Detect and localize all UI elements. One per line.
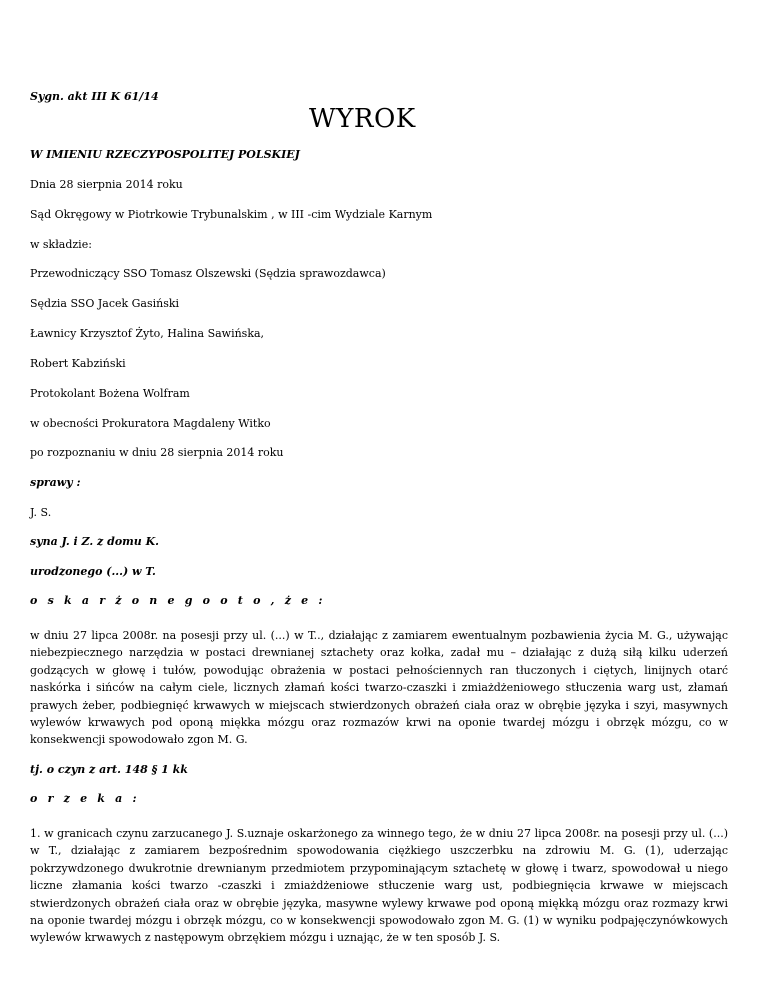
defendant-parents: syna J. i Z. z domu K.	[30, 535, 160, 548]
hearing-line: po rozpoznaniu w dniu 28 sierpnia 2014 roku	[30, 446, 284, 459]
lay-judge-extra: Robert Kabziński	[30, 357, 126, 370]
accused-label: o s k a r ż o n e g o o t o , ż e :	[30, 594, 326, 607]
clerk: Protokolant Bożena Wolfram	[30, 387, 190, 400]
document-title: WYROK	[309, 104, 416, 134]
lay-judges: Ławnicy Krzysztof Żyto, Halina Sawińska,	[30, 327, 265, 340]
presiding-judge: Przewodniczący SSO Tomasz Olszewski (Sędzia sprawozdawca)	[30, 267, 386, 280]
charge-text: w dniu 27 lipca 2008r. na posesji przy ul. (...) w T.., działając z zamiarem ewentualnym pozbawienia życia M. G., używając niebezpiecznego narzędzia w postaci drewnianej sztachety oraz kołka, zadał mu – działając z dużą siłą kilku uderzeń godzących w głowę i tułów, powodując obrażenia w postaci pełnościennych ran tłuczonych i ciętych, linijnych otarć naskórka i sińców na całym ciele, licznych złamań kości twarzo-czaszki i zmiażdżeniowego stłuczenia warg ust, złamań prawych żeber, podbiegnięć krwawych w miejscach stwierdzonych obrażeń ciała oraz w obrębie języka i szyi, masywnych wylewów krwawych pod oponą miękka mózgu oraz rozmazów krwi na oponie twardej mózgu i obrzęk mózgu, co w konsekwencji spowodowało zgon M. G.	[30, 629, 728, 747]
verdict-point-1: 1. w granicach czynu zarzucanego J. S.uznaje oskarżonego za winnego tego, że w dniu 27 lipca 2008r. na posesji przy ul. (...) w T., działając z zamiarem bezpośrednim spowodowania ciężkiego uszczerbku na zdrowiu M. G. (1), uderzając pokrzywdzonego dwukrotnie drewnianym przedmiotem przypominającym sztachetę w głowę i twarz, spowodował u niego liczne złamania kości twarzo -czaszki i zmiażdżeniowe stłuczenie warg ust, podbiegnięcia krwawe w miejscach stwierdzonych obrażeń ciała oraz w obrębie języka, masywne wylewy krwawe pod oponą miękką mózgu oraz rozmazy krwi na oponie twardej mózgu i obrzęk mózgu, co w konsekwencji spowodowało zgon M. G. (1) w wyniku podpajęczynówkowych wylewów krwawych z następowym obrzękiem mózgu i uznając, że w ten sposób J. S.	[30, 827, 728, 945]
judge: Sędzia SSO Jacek Gasiński	[30, 297, 180, 310]
prosecutor: w obecności Prokuratora Magdaleny Witko	[30, 417, 271, 430]
legal-basis: tj. o czyn z art. 148 § 1 kk	[30, 763, 188, 776]
composition-label: w składzie:	[30, 238, 92, 251]
verdict-label: o r z e k a :	[30, 792, 140, 805]
court-line: Sąd Okręgowy w Piotrkowie Trybunalskim , w III -cim Wydziale Karnym	[30, 208, 433, 221]
case-number: Sygn. akt III K 61/14	[30, 90, 159, 103]
date-line: Dnia 28 sierpnia 2014 roku	[30, 178, 183, 191]
defendant: J. S.	[30, 506, 52, 519]
case-label: sprawy :	[30, 476, 81, 489]
document-subtitle: W IMIENIU RZECZYPOSPOLITEJ POLSKIEJ	[30, 148, 300, 161]
defendant-birth: urodzonego (...) w T.	[30, 565, 156, 578]
